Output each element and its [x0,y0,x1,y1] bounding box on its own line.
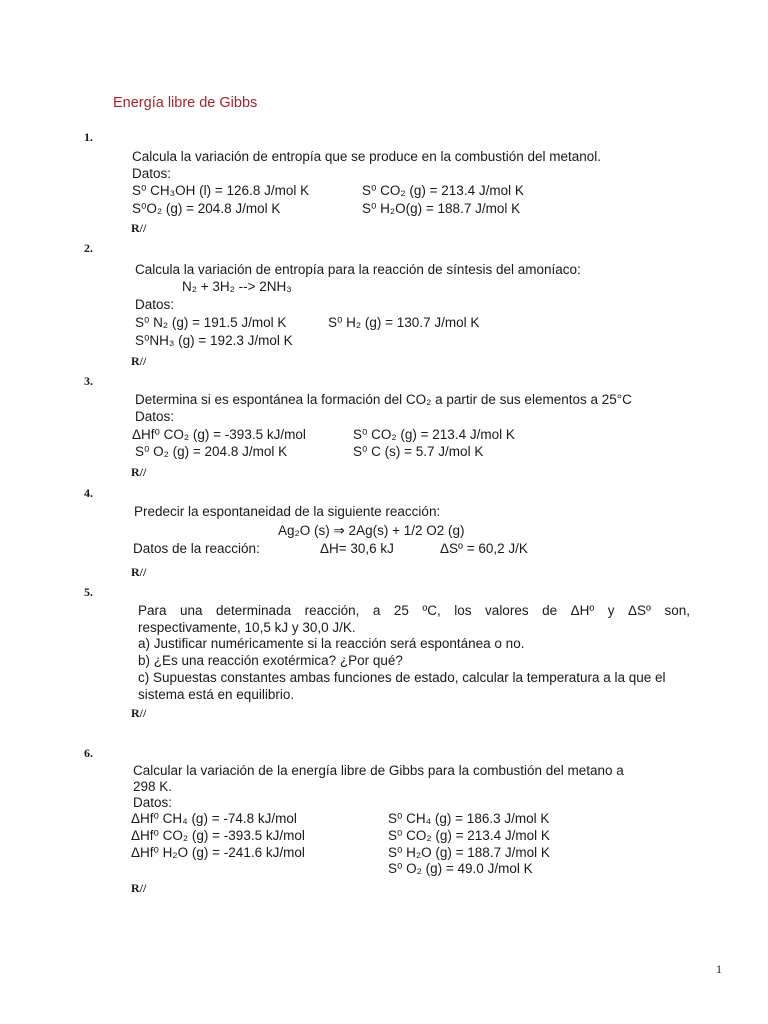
problem-number: 6. [84,746,93,760]
data-item: S⁰ CH₄ (g) = 186.3 J/mol K [388,811,550,826]
problem-line: respectivamente, 10,5 kJ y 30,0 J/K. [138,620,356,635]
data-item: S⁰ O₂ (g) = 204.8 J/mol K [135,444,288,459]
answer-label: R// [131,465,147,479]
problem-statement: Predecir la espontaneidad de la siguiente reacción: [134,504,441,519]
page-number: 1 [716,962,722,976]
datos-label: Datos: [133,795,173,810]
problem-line: b) ¿Es una reacción exotérmica? ¿Por qué? [138,653,403,668]
data-item: S⁰NH₃ (g) = 192.3 J/mol K [135,333,293,348]
data-item: ΔH= 30,6 kJ [320,541,394,556]
data-item: S⁰ N₂ (g) = 191.5 J/mol K [135,315,287,330]
datos-label: Datos: [132,166,172,181]
data-item: ΔHf⁰ CO₂ (g) = -393.5 kJ/mol [132,427,306,442]
data-item: S⁰ CO₂ (g) = 213.4 J/mol K [388,828,550,843]
data-item: S⁰ H₂ (g) = 130.7 J/mol K [328,315,480,330]
problem-statement: Calcula la variación de entropía que se produce en la combustión del metanol. [132,149,602,164]
data-item: ΔHf⁰ H₂O (g) = -241.6 kJ/mol [131,845,305,860]
datos-label: Datos: [135,297,175,312]
problem-line: Calcular la variación de la energía libre de Gibbs para la combustión del metano a [133,763,624,778]
data-item: S⁰ C (s) = 5.7 J/mol K [353,444,484,459]
data-item: S⁰ CO₂ (g) = 213.4 J/mol K [362,183,524,198]
problem-line: Para una determinada reacción, a 25 ºC, los valores de ΔHº y ΔSº son, [138,603,690,618]
answer-label: R// [131,706,147,720]
problem-line: c) Supuestas constantes ambas funciones de estado, calcular la temperatura a la que el [138,670,666,685]
problem-line: 298 K. [133,779,173,794]
problem-number: 1. [84,130,93,144]
data-item: ΔSº = 60,2 J/K [440,541,528,556]
page-title: Energía libre de Gibbs [113,95,258,111]
problem-number: 4. [84,486,93,500]
reaction-equation: Ag₂O (s) ⇒ 2Ag(s) + 1/2 O2 (g) [278,523,465,538]
problem-number: 5. [84,585,93,599]
answer-label: R// [131,881,147,895]
data-item: S⁰ H₂O(g) = 188.7 J/mol K [362,201,521,216]
data-item: S⁰ CO₂ (g) = 213.4 J/mol K [353,427,515,442]
data-item: ΔHf⁰ CH₄ (g) = -74.8 kJ/mol [131,811,297,826]
datos-label: Datos: [135,409,175,424]
answer-label: R// [131,565,147,579]
problem-number: 2. [84,241,93,255]
answer-label: R// [131,221,147,235]
problem-number: 3. [84,374,93,388]
data-item: S⁰ CH₃OH (l) = 126.8 J/mol K [132,183,310,198]
data-item: S⁰ O₂ (g) = 49.0 J/mol K [388,861,533,876]
problem-line: a) Justificar numéricamente si la reacción será espontánea o no. [138,636,525,651]
reaction-equation: N₂ + 3H₂ --> 2NH₃ [182,279,292,294]
answer-label: R// [131,354,147,368]
problem-line: sistema está en equilibrio. [138,687,295,702]
datos-label: Datos de la reacción: [133,541,260,556]
data-item: S⁰ H₂O (g) = 188.7 J/mol K [388,845,550,860]
data-item: S⁰O₂ (g) = 204.8 J/mol K [132,201,281,216]
data-item: ΔHf⁰ CO₂ (g) = -393.5 kJ/mol [131,828,305,843]
problem-statement: Calcula la variación de entropía para la reacción de síntesis del amoníaco: [135,262,581,277]
problem-statement: Determina si es espontánea la formación del CO₂ a partir de sus elementos a 25°C [135,392,632,407]
